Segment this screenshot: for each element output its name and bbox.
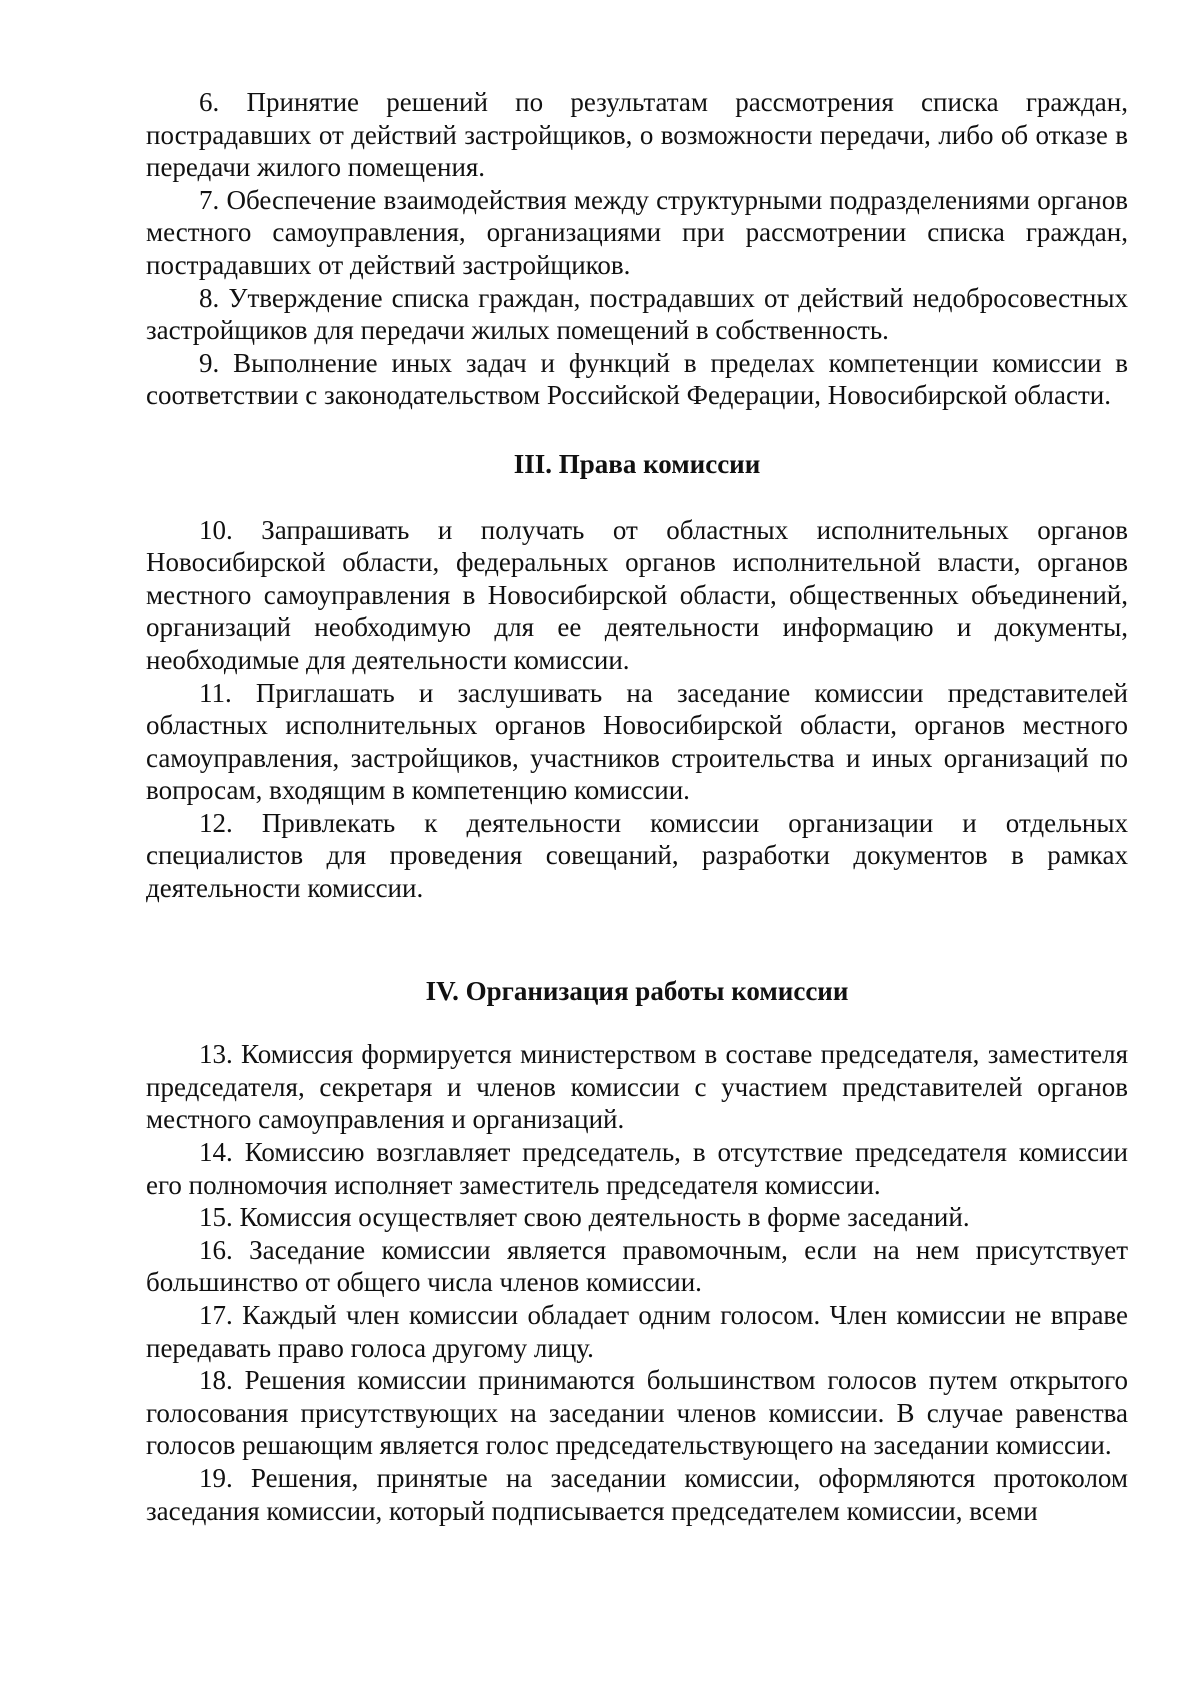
paragraph-7: 7. Обеспечение взаимодействия между структурными подразделениями органов местного самоуправления, организациями при рассмотрении списка граждан, пострадавших от действий застройщиков. xyxy=(146,184,1128,280)
paragraph-12: 12. Привлекать к деятельности комиссии организации и отдельных специалистов для проведения совещаний, разработки документов в рамках деятельности комиссии. xyxy=(146,807,1128,904)
paragraph-10: 10. Запрашивать и получать от областных исполнительных органов Новосибирской области, федеральных органов исполнительной власти, органов местного самоуправления в Новосибирской области, общественных объединений, организаций необходимую для ее деятельности информацию и документы, необходимые для деятельности комиссии. xyxy=(146,514,1128,675)
paragraph-11: 11. Приглашать и заслушивать на заседание комиссии представителей областных исполнительных органов Новосибирской области, органов местного самоуправления, застройщиков, участников строительства и иных организаций по вопросам, входящим в компетенцию комиссии. xyxy=(146,677,1128,806)
paragraph-14: 14. Комиссию возглавляет председатель, в отсутствие председателя комиссии его полномочия исполняет заместитель председателя комиссии. xyxy=(146,1137,1128,1200)
paragraph-17: 17. Каждый член комиссии обладает одним голосом. Член комиссии не вправе передавать право голоса другому лицу. xyxy=(146,1300,1128,1363)
paragraph-16: 16. Заседание комиссии является правомочным, если на нем присутствует большинство от общего числа членов комиссии. xyxy=(146,1234,1128,1298)
paragraph-6: 6. Принятие решений по результатам рассмотрения списка граждан, пострадавших от действий застройщиков, о возможности передачи, либо об отказе в передачи жилого помещения. xyxy=(146,87,1128,183)
paragraph-9: 9. Выполнение иных задач и функций в пределах компетенции комиссии в соответствии с законодательством Российской Федерации, Новосибирской области. xyxy=(146,347,1128,411)
section-heading-organization: IV. Организация работы комиссии xyxy=(425,975,849,1006)
paragraph-15: 15. Комиссия осуществляет свою деятельность в форме заседаний. xyxy=(199,1202,970,1233)
paragraph-18: 18. Решения комиссии принимаются большинством голосов путем открытого голосования присутствующих на заседании членов комиссии. В случае равенства голосов решающим является голос председательствующего на заседании комиссии. xyxy=(146,1365,1128,1461)
section-heading-rights: III. Права комиссии xyxy=(513,448,761,479)
paragraph-13: 13. Комиссия формируется министерством в составе председателя, заместителя председателя, секретаря и членов комиссии с участием представителей органов местного самоуправления и организаций. xyxy=(146,1039,1128,1135)
document-body xyxy=(146,86,1128,1527)
paragraph-19: 19. Решения, принятые на заседании комиссии, оформляются протоколом заседания комиссии, который подписывается председателем комиссии, всеми xyxy=(146,1462,1128,1526)
paragraph-8: 8. Утверждение списка граждан, пострадавших от действий недобросовестных застройщиков для передачи жилых помещений в собственность. xyxy=(146,282,1128,346)
